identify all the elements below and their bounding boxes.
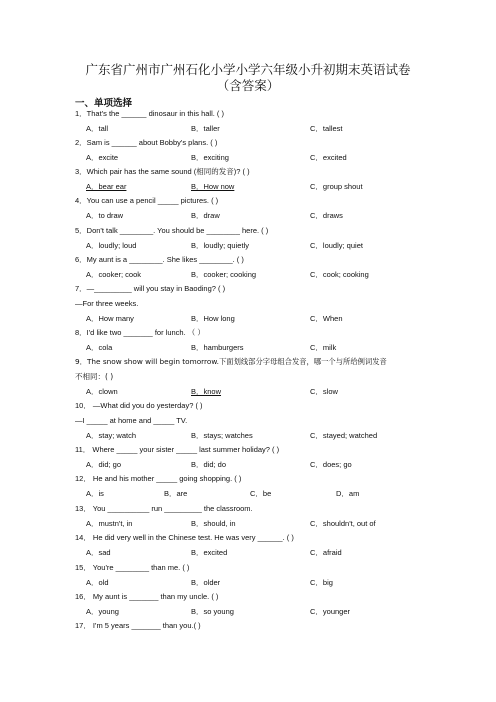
option-a: A．is (86, 489, 104, 498)
option-b: B．excited (191, 548, 228, 557)
option-a: A．clown (86, 387, 118, 396)
option-b: B．cooker; cooking (191, 270, 257, 279)
option-c: C．shouldn't, out of (310, 519, 376, 528)
option-c: C．draws (310, 211, 343, 220)
option-b: B．so young (191, 607, 234, 616)
option-c: C．afraid (310, 548, 342, 557)
question-5: 5．Don't talk ________. You should be ________ here. ( ) (75, 226, 269, 235)
question-8: 8．I'd like two _______ for lunch. （ ） (75, 328, 205, 337)
option-c: C．excited (310, 153, 347, 162)
option-c: C．younger (310, 607, 351, 616)
option-a: A．stay; watch (86, 431, 137, 440)
option-a: A．cola (86, 343, 113, 352)
option-a: A．cooker; cook (86, 270, 142, 279)
option-a: A．How many (86, 314, 134, 323)
exam-title: 广东省广州市广州石化小学小学六年级小升初期末英语试卷 (85, 62, 411, 77)
option-a: A．did; go (86, 460, 122, 469)
option-c: C．loudly; quiet (310, 241, 363, 250)
option-b: B．older (191, 578, 221, 587)
option-a: A．to draw (86, 211, 124, 220)
option-c: C．group shout (310, 182, 363, 191)
option-d: D．am (336, 489, 360, 498)
option-b: B．exciting (191, 153, 229, 162)
option-b: B．should, in (191, 519, 236, 528)
option-b: B．stays; watches (191, 431, 253, 440)
option-b: B．know (191, 387, 222, 396)
option-c: C．be (250, 489, 272, 498)
question-6: 6．My aunt is a ________. She likes ________. ( ) (75, 255, 244, 264)
question-13: 13． You __________ run _________ the classroom. (75, 504, 253, 513)
question-16: 16． My aunt is _______ than my uncle. ( ) (75, 592, 219, 601)
option-b: B．How long (191, 314, 235, 323)
question-9: 9．The snow show will begin tomorrow.下面划线部分字母组合发音，哪一个与所给例词发音 (75, 357, 387, 366)
option-c: C．does; go (310, 460, 352, 469)
question-12: 12． He and his mother _____ going shopping. ( ) (75, 474, 242, 483)
option-b: B．are (164, 489, 188, 498)
question-9-cont: 不相同：( ) (75, 372, 114, 381)
option-a: A．loudly; loud (86, 241, 137, 250)
question-10-reply: —I _____ at home and _____ TV. (75, 416, 188, 425)
question-10: 10． —What did you do yesterday? ( ) (75, 401, 203, 410)
option-a: A．mustn't, in (86, 519, 133, 528)
option-b: B．draw (191, 211, 220, 220)
question-4: 4．You can use a pencil _____ pictures. ( ) (75, 196, 219, 205)
question-1: 1．That's the ______ dinosaur in this hall. ( ) (75, 109, 225, 118)
option-a: A．bear ear (86, 182, 127, 191)
section-heading: 一、单项选择 (75, 98, 133, 109)
question-2: 2．Sam is ______ about Bobby's plans. ( ) (75, 138, 218, 147)
option-a: A．young (86, 607, 119, 616)
question-11: 11． Where _____ your sister _____ last summer holiday? ( ) (75, 445, 280, 454)
option-b: B．hamburgers (191, 343, 244, 352)
exam-subtitle: （含答案） (216, 78, 280, 93)
question-14: 14． He did very well in the Chinese test. He was very ______. ( ) (75, 533, 294, 542)
option-c: C．tallest (310, 124, 343, 133)
option-c: C．stayed; watched (310, 431, 378, 440)
option-c: C．slow (310, 387, 338, 396)
option-a: A．sad (86, 548, 111, 557)
option-b: B．did; do (191, 460, 227, 469)
option-b: B．taller (191, 124, 220, 133)
question-7-reply: —For three weeks. (75, 299, 139, 308)
option-b: B．loudly; quietly (191, 241, 249, 250)
option-c: C．cook; cooking (310, 270, 369, 279)
question-7: 7．—_________ will you stay in Baoding? ( ) (75, 284, 226, 293)
question-15: 15． You're ________ than me. ( ) (75, 563, 190, 572)
option-b: B．How now (191, 182, 235, 191)
option-a: A．tall (86, 124, 109, 133)
question-17: 17． I'm 5 years _______ than you.( ) (75, 621, 201, 630)
option-c: C．milk (310, 343, 337, 352)
option-c: C．big (310, 578, 333, 587)
option-c: C．When (310, 314, 343, 323)
question-3: 3．Which pair has the same sound (相同的发音)? ( ) (75, 167, 250, 176)
option-a: A．excite (86, 153, 119, 162)
option-a: A．old (86, 578, 109, 587)
